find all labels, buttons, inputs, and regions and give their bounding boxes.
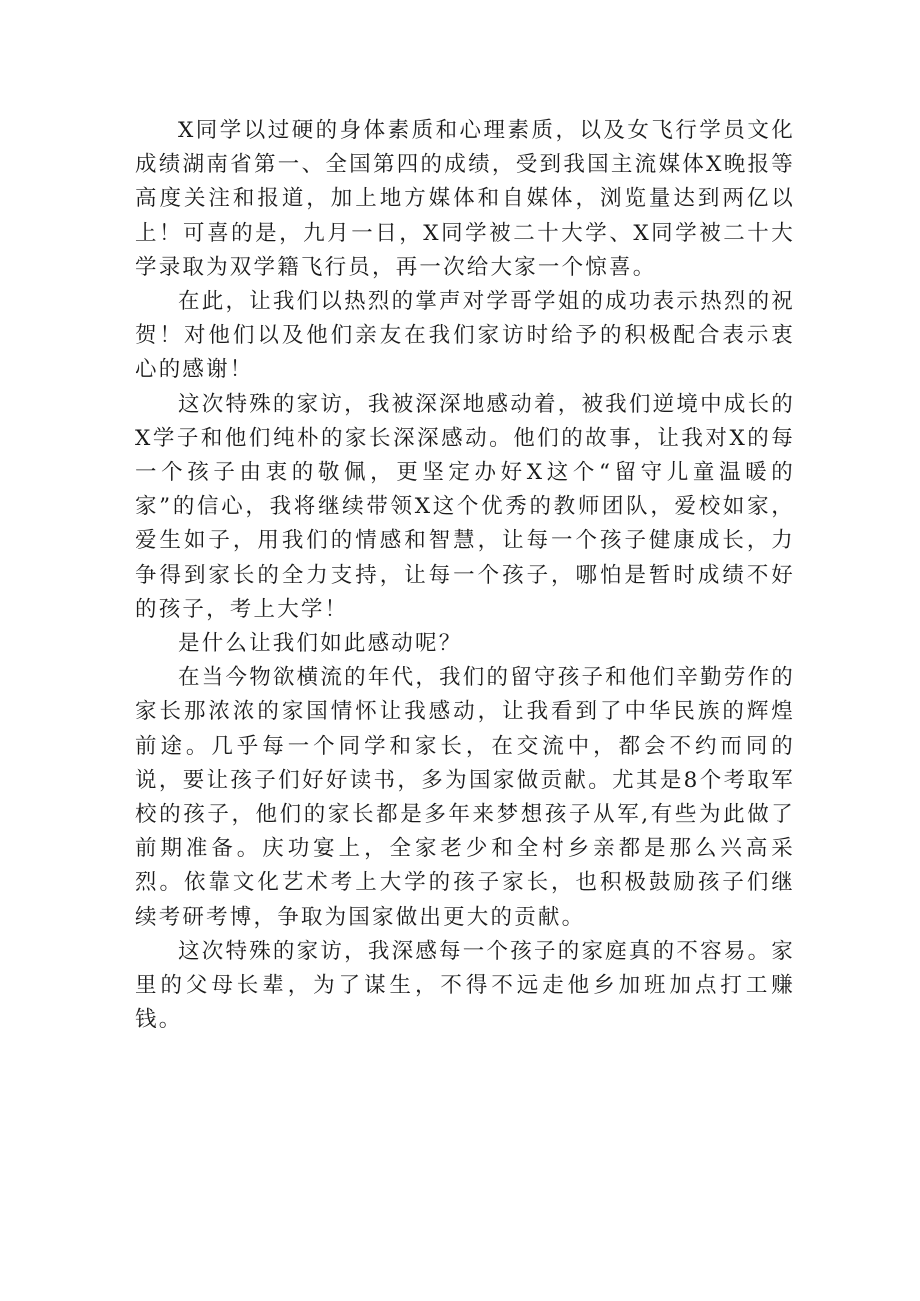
paragraph-3: 这次特殊的家访，我被深深地感动着，被我们逆境中成长的X学子和他们纯朴的家长深深感动。他们的故事，让我对X的每一个孩子由衷的敬佩，更坚定办好X这个“留守儿童温暖的家”的信心，我将继续带领X这个优秀的教师团队，爱校如家，爱生如子，用我们的情感和智慧，让每一个孩子健康成长，力争得到家长的全力支持，让每一个孩子，哪怕是暂时成绩不好的孩子，考上大学！	[135, 391, 795, 622]
document-body	[135, 114, 795, 1037]
paragraph-5: 在当今物欲横流的年代，我们的留守孩子和他们辛勤劳作的家长那浓浓的家国情怀让我感动，让我看到了中华民族的辉煌前途。几乎每一个同学和家长，在交流中，都会不约而同的说，要让孩子们好好读书，多为国家做贡献。尤其是8个考取军校的孩子，他们的家长都是多年来梦想孩子从军,有些为此做了前期准备。庆功宴上，全家老少和全村乡亲都是那么兴高采烈。依靠文化艺术考上大学的孩子家长，也积极鼓励孩子们继续考研考博，争取为国家做出更大的贡献。	[135, 665, 795, 930]
paragraph-2: 在此，让我们以热烈的掌声对学哥学姐的成功表示热烈的祝贺！对他们以及他们亲友在我们家访时给予的积极配合表示衷心的感谢！	[135, 289, 795, 383]
paragraph-6: 这次特殊的家访，我深感每一个孩子的家庭真的不容易。家里的父母长辈，为了谋生，不得不远走他乡加班加点打工赚钱。	[135, 938, 795, 1033]
paragraph-1: X同学以过硬的身体素质和心理素质，以及女飞行学员文化成绩湖南省第一、全国第四的成绩，受到我国主流媒体X晚报等高度关注和报道，加上地方媒体和自媒体，浏览量达到两亿以上！可喜的是，九月一日，X同学被二十大学、X同学被二十大学录取为双学籍飞行员，再一次给大家一个惊喜。	[135, 118, 795, 280]
paragraph-4: 是什么让我们如此感动呢？	[178, 631, 463, 657]
